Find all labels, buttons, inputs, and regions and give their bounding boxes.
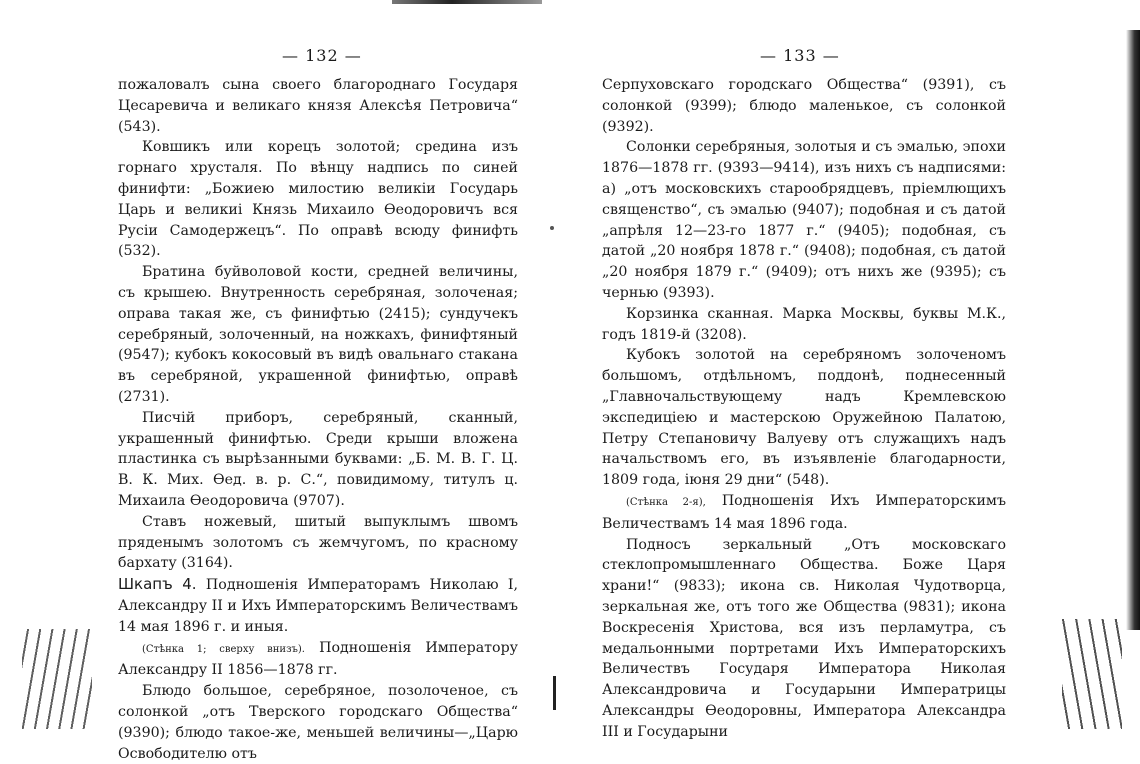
- shkaf-section: [118, 574, 518, 637]
- paragraph: Корзинка сканная. Марка Москвы, буквы М.К., годъ 1819-й (3208).: [602, 305, 1006, 343]
- paragraph: Подносъ зеркальный „Отъ московскаго стеклопромышленнаго Общества. Боже Царя храни!“ (9833); икона св. Николая Чудотворца, зеркальная же, отъ того же Общества (9831); икона Воскресенія Христова, вся изъ перламутра, съ медальонными портретами Ихъ Императорскихъ Величествъ Государя Императора Николая Александровича и Государыни Императрицы Александры Өеодоровны, Императора Александра III и Государыни: [602, 536, 1006, 740]
- stenka-text: Подношенія Императору Александру II 1856—1878 гг.: [118, 639, 518, 679]
- paragraph: Ковшикъ или корецъ золотой; средина изъ горнаго хрусталя. По вѣнцу надпись по синей финифти: „Божиею милостию великіи Государь Царь и великиі Князь Михаило Өеодоровичъ вся Русіи Самодержецъ“. По оправѣ всюду финифть (532).: [118, 139, 518, 260]
- shkaf-heading: Шкапъ 4.: [118, 575, 197, 594]
- page-number: — 133 —: [760, 46, 840, 65]
- stenka-section: [118, 638, 518, 682]
- paragraph: Солонки серебряныя, золотыя и съ эмалью, эпохи 1876—1878 гг. (9393—9414), изъ нихъ съ надписями: а) „отъ московскихъ старообрядцевъ, пріемлющихъ священство“, съ эмалью (9407); подобная и съ датой „апрѣля 12—23-го 1877 г.“ (9405); подобная, съ датой „20 ноября 1878 г.“ (9408); подобная, съ датой „20 ноября 1879 г.“ (9409); отъ нихъ же (9395); съ чернью (9393).: [602, 139, 1006, 301]
- paragraph: Писчій приборъ, серебряный, сканный, украшенный финифтью. Среди крыши вложена пластинка съ вырѣзанными буквами: „Б. М. В. Г. Ц. В. К. Мих. Өед. в. р. С.“, повидимому, титулъ ц. Михаила Өеодоровича (9707).: [118, 409, 518, 509]
- stenka-text: Подношенія Ихъ Императорскимъ Величествамъ 14 мая 1896 года.: [602, 492, 1006, 532]
- stenka-note: (Стѣнка 2-я),: [626, 496, 706, 508]
- paragraph: Серпуховскаго городскаго Общества“ (9391), съ солонкой (9399); блюдо маленькое, съ солонкой (9392).: [602, 77, 1006, 135]
- paragraph: Кубокъ золотой на серебряномъ золоченомъ большомъ, отдѣльномъ, поддонѣ, поднесенный „Главночальствующему надъ Кремлевскою экспедиціею и мастерскою Оружейною Палатою, Петру Степановичу Валуеву отъ служащихъ надъ начальствомъ его, въ изъявленіе благодарности, 1809 года, іюня 29 дни“ (548).: [602, 347, 1006, 489]
- page-text: [602, 75, 1006, 743]
- paragraph: Блюдо большое, серебряное, позолоченое, съ солонкой „отъ Тверского городскаго Общества“ (9390); блюдо такое-же, меньшей величины—„Царю Освободителю отъ: [118, 683, 518, 762]
- paragraph: Ставъ ножевый, шитый выпуклымъ швомъ пряденымъ золотомъ съ жемчугомъ, по красному бархату (3164).: [118, 513, 518, 572]
- left-page: [0, 0, 560, 762]
- shkaf-text: Подношенія Императорамъ Николаю I, Александру II и Ихъ Императорскимъ Величествамъ 14 мая 1896 г. и иныя.: [118, 577, 519, 635]
- paragraph: Братина буйволовой кости, средней величины, съ крышею. Внутренность серебряная, золоченая; оправа такая же, съ финифтью (2415); сундучекъ серебряный, золоченный, на ножкахъ, финифтяный (9547); кубокъ кокосовый въ видѣ овальнаго стакана въ серебряной, украшенной финифтью, оправѣ (2731).: [118, 264, 518, 405]
- page-number: — 132 —: [282, 46, 362, 65]
- paragraph: пожаловалъ сына своего благороднаго Государя Цесаревича и великаго князя Алексѣя Петровича“ (543).: [118, 77, 518, 135]
- stenka-section: [602, 491, 1006, 535]
- right-page: [560, 0, 1140, 740]
- stenka-note: (Стѣнка 1; сверху внизъ).: [142, 643, 305, 655]
- page-text: [118, 75, 518, 764]
